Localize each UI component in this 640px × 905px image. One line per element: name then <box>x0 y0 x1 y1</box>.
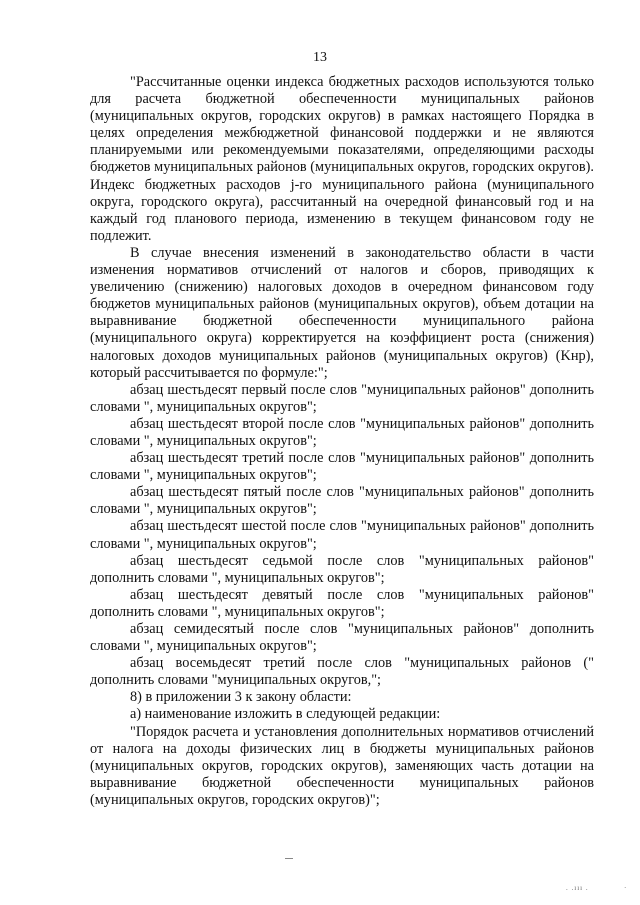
paragraph-amendment-70: абзац семидесятый после слов "муниципальных районов" дополнить словами ", муниципальных округов"; <box>90 621 594 655</box>
paragraph-amendment-62: абзац шестьдесят второй после слов "муниципальных районов" дополнить словами ", муниципальных округов"; <box>90 415 594 449</box>
scan-mark <box>285 858 293 859</box>
paragraph-amendment-83: абзац восемьдесят третий после слов "муниципальных районов (" дополнить словами "муниципальных округов,"; <box>90 655 594 689</box>
document-body <box>90 74 594 809</box>
page-number: 13 <box>313 50 327 65</box>
scan-artifact-edge: · <box>624 884 627 892</box>
paragraph-amendment-61: абзац шестьдесят первый после слов "муниципальных районов" дополнить словами ", муниципальных округов"; <box>90 381 594 415</box>
paragraph-amendment-69: абзац шестьдесят девятый после слов "муниципальных районов" дополнить словами ", муниципальных округов"; <box>90 586 594 620</box>
paragraph-new-title: "Порядок расчета и установления дополнительных нормативов отчислений от налога на доходы физических лиц в бюджеты муниципальных районов (муниципальных округов, городских округов), заменяющих часть дотации на выравнивание бюджетной обеспеченности муниципальных районов (муниципальных округов, городских округов)"; <box>90 723 594 808</box>
paragraph-tax-norm-change: В случае внесения изменений в законодательство области в части изменения нормативов отчислений от налогов и сборов, приводящих к увеличению (снижению) налоговых доходов в очередном финансовом году бюджетов муниципальных районов (муниципальных округов), объем дотации на выравнивание бюджетной обеспеченности муниципального района (муниципального округа) корректируется на коэффициент роста (снижения) налоговых доходов муниципальных районов (муниципальных округов) (Kнр), который рассчитывается по формуле:"; <box>90 244 594 381</box>
paragraph-amendment-67: абзац шестьдесят седьмой после слов "муниципальных районов" дополнить словами ", муниципальных округов"; <box>90 552 594 586</box>
paragraph-amendment-65: абзац шестьдесят пятый после слов "муниципальных районов" дополнить словами ", муниципальных округов"; <box>90 484 594 518</box>
scan-artifact: . .ııı . <box>566 884 589 892</box>
paragraph-budget-index-note: "Рассчитанные оценки индекса бюджетных расходов используются только для расчета бюджетной обеспеченности муниципальных районов (муниципальных округов, городских округов) в рамках настоящего Порядка в целях определения межбюджетной финансовой поддержки и не являются планируемыми или рекомендуемыми показателями, определяющими расходы бюджетов муниципальных районов (муниципальных округов, городских округов). Индекс бюджетных расходов j-го муниципального района (муниципального округа, городского округа), рассчитанный на очередной финансовый год и на каждый год планового периода, изменению в текущем финансовом году не подлежит. <box>90 74 594 244</box>
paragraph-item-a: а) наименование изложить в следующей редакции: <box>130 706 441 723</box>
paragraph-item-8: 8) в приложении 3 к закону области: <box>130 689 352 706</box>
paragraph-amendment-63: абзац шестьдесят третий после слов "муниципальных районов" дополнить словами ", муниципальных округов"; <box>90 450 594 484</box>
paragraph-amendment-66: абзац шестьдесят шестой после слов "муниципальных районов" дополнить словами ", муниципальных округов"; <box>90 518 594 552</box>
